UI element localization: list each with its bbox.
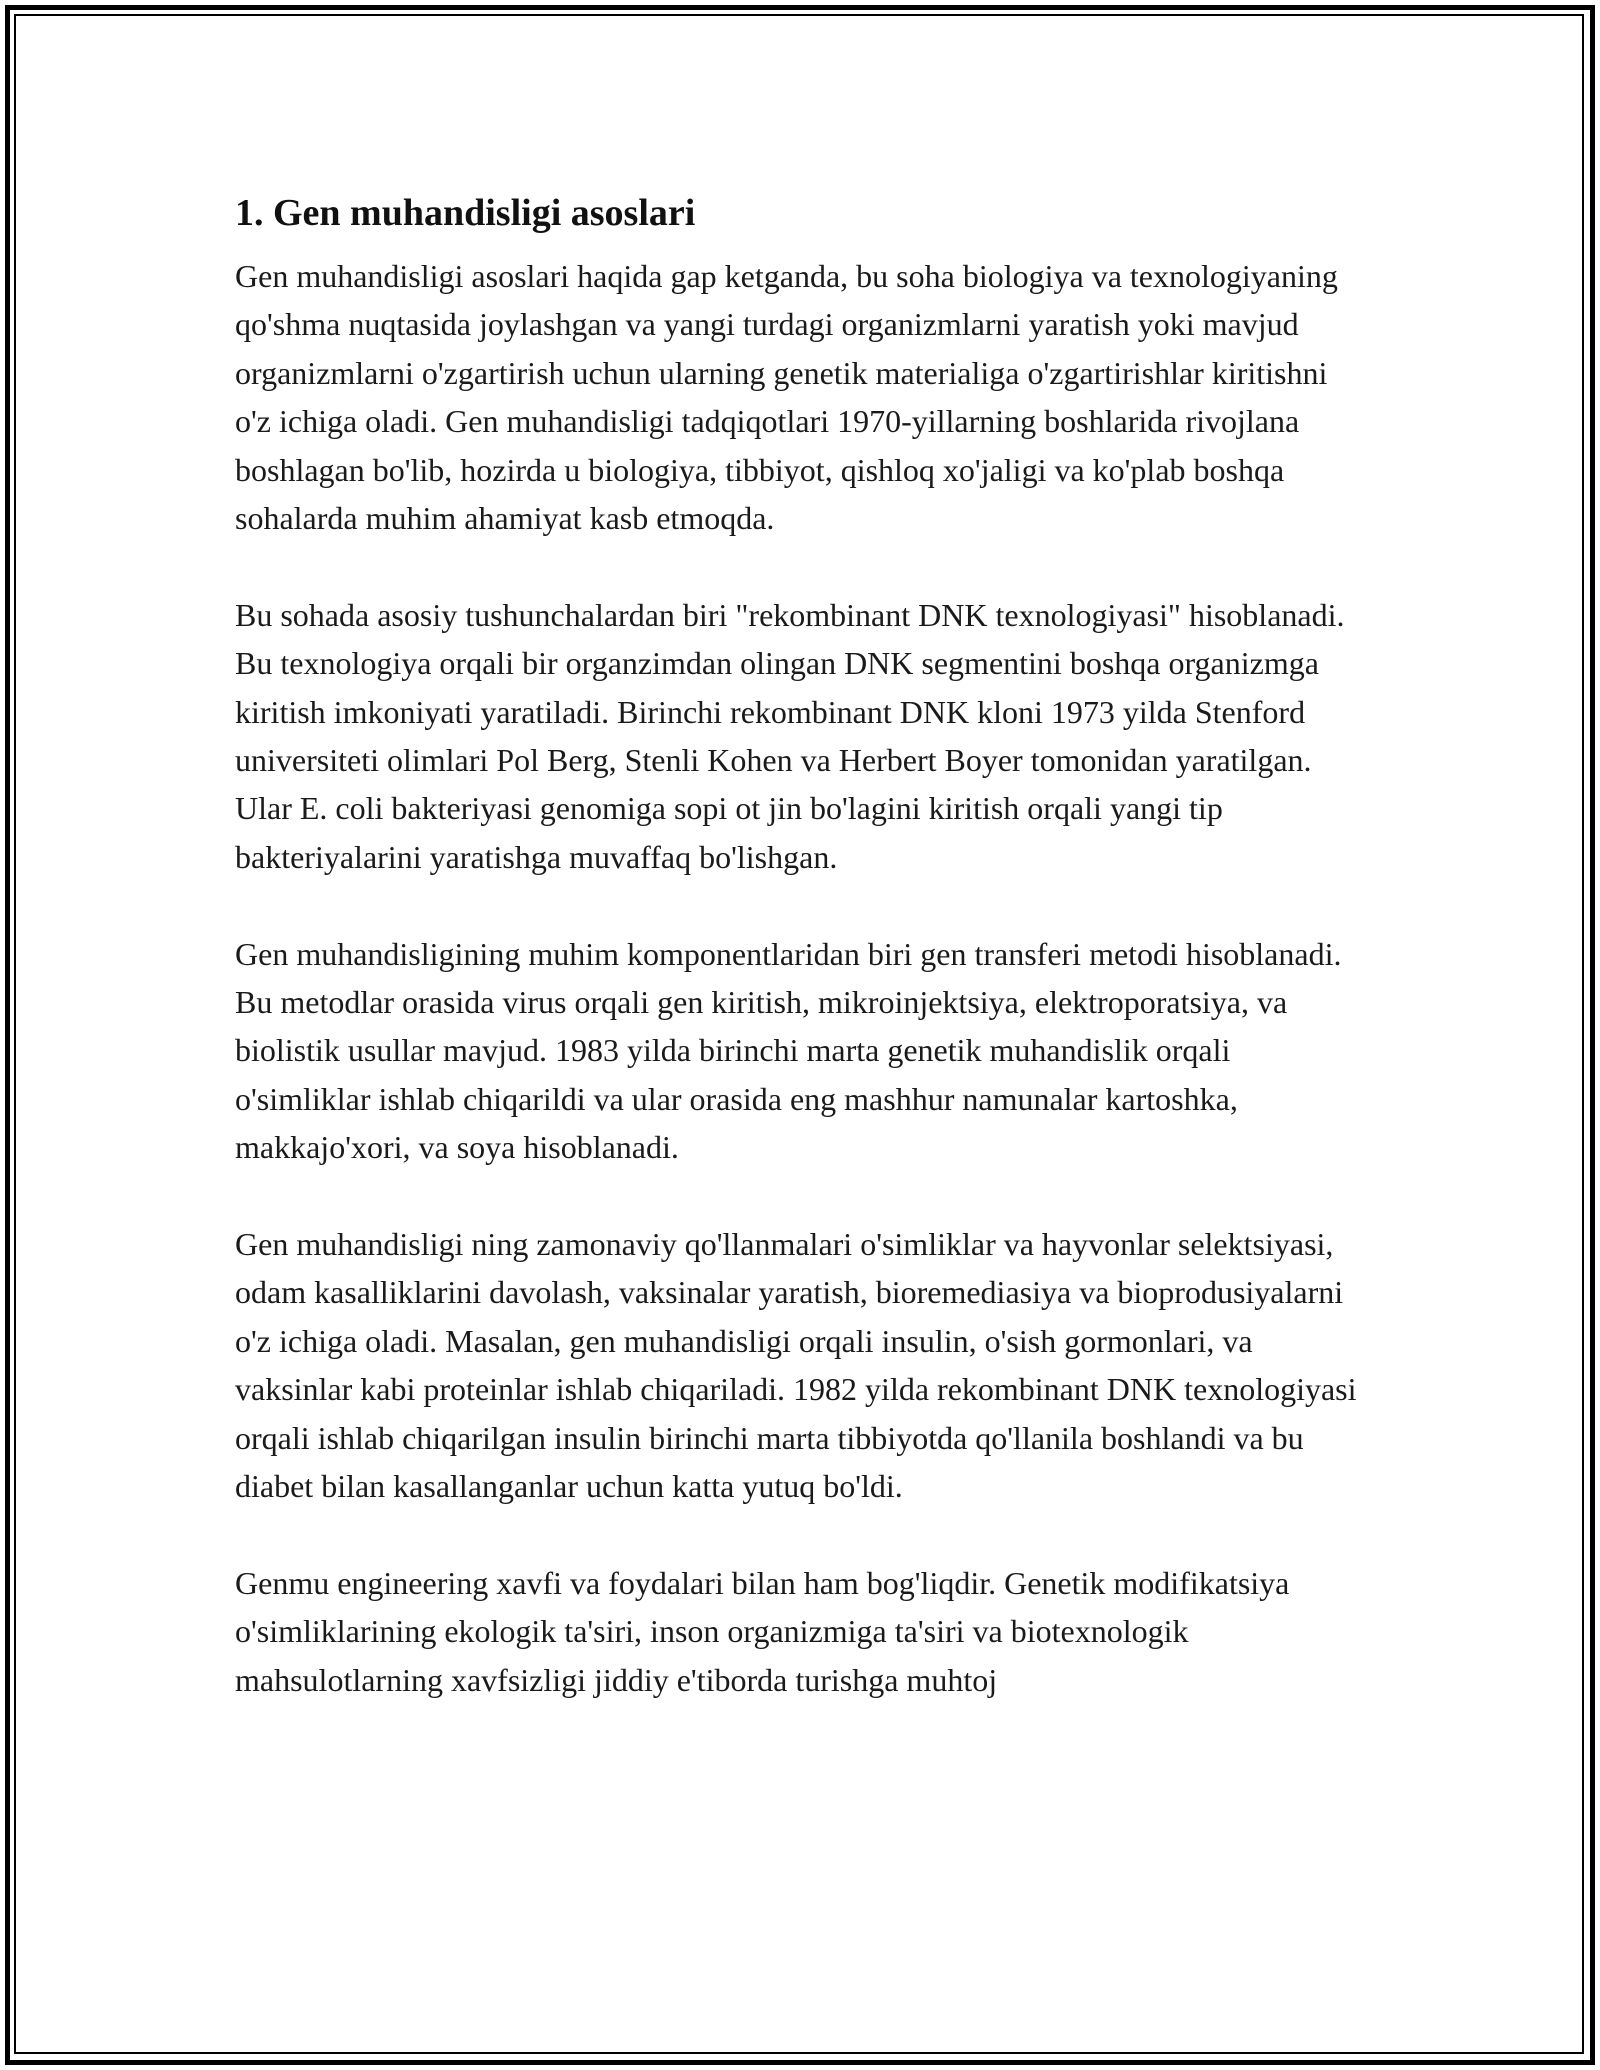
paragraph-applications: Gen muhandisligi ning zamonaviy qo'llanmalari o'simliklar va hayvonlar selektsiyasi, odam kasalliklarini davolash, vaksinalar yaratish, bioremediasiya va bioprodusiyalarni o'z ichiga oladi. Masalan, gen muhandisligi orqali insulin, o'sish gormonlari, va vaksinlar kabi proteinlar ishlab chiqariladi. 1982 yilda rekombinant DNK texnologiyasi orqali ishlab chiqarilgan insulin birinchi marta tibbiyotda qo'llanila boshlandi va bu diabet bilan kasallanganlar uchun katta yutuq bo'ldi. xyxy=(235,1226,1357,1505)
document-body xyxy=(235,186,1365,1753)
paragraph-gene-transfer: Gen muhandisligining muhim komponentlaridan biri gen transferi metodi hisoblanadi. Bu metodlar orasida virus orqali gen kiritish, mikroinjektsiya, elektroporatsiya, va biolistik usullar mavjud. 1983 yilda birinchi marta genetik muhandislik orqali o'simliklar ishlab chiqarildi va ular orasida eng mashhur namunalar kartoshka, makkajo'xori, va soya hisoblanadi. xyxy=(235,935,1342,1166)
paragraph-risks: Genmu engineering xavfi va foydalari bilan ham bog'liqdir. Genetik modifikatsiya o'simliklarining ekologik ta'siri, inson organizmiga ta'siri va biotexnologik mahsulotlarning xavfsizligi jiddiy e'tiborda turishga muhtoj xyxy=(235,1564,1290,1698)
section-heading: 1. Gen muhandisligi asoslari xyxy=(235,192,696,234)
paragraph-recombinant-dna: Bu sohada asosiy tushunchalardan biri "rekombinant DNK texnologiyasi" hisoblanadi. Bu texnologiya orqali bir organzimdan olingan DNK segmentini boshqa organizmga kiritish imkoniyati yaratiladi. Birinchi rekombinant DNK kloni 1973 yilda Stenford universiteti olimlari Pol Berg, Stenli Kohen va Herbert Boyer tomonidan yaratilgan. Ular E. coli bakteriyasi genomiga sopi ot jin bo'lagini kiritish orqali yangi tip bakteriyalarini yaratishga muvaffaq bo'lishgan. xyxy=(235,596,1345,875)
paragraph-intro: Gen muhandisligi asoslari haqida gap ketganda, bu soha biologiya va texnologiyaning qo'shma nuqtasida joylashgan va yangi turdagi organizmlarni yaratish yoki mavjud organizmlarni o'zgartirish uchun ularning genetik materialiga o'zgartirishlar kiritishni o'z ichiga oladi. Gen muhandisligi tadqiqotlari 1970-yillarning boshlarida rivojlana boshlagan bo'lib, hozirda u biologiya, tibbiyot, qishloq xo'jaligi va ko'plab boshqa sohalarda muhim ahamiyat kasb etmoqda. xyxy=(235,258,1338,537)
